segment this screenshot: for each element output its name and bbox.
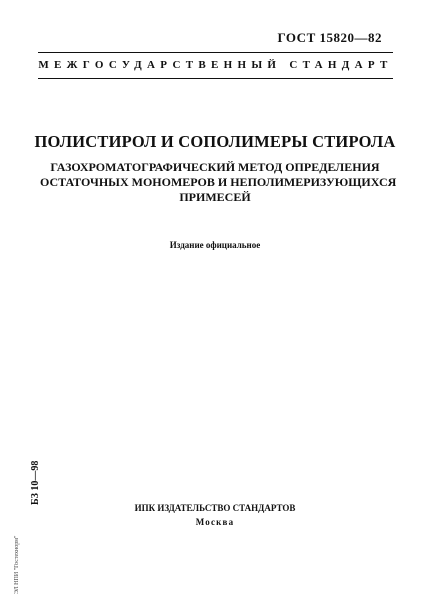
footer-stamp: ЭЛ НПИ "Гостехнорм" bbox=[14, 535, 20, 594]
publisher-name: ИПК ИЗДАТЕЛЬСТВО СТАНДАРТОВ bbox=[134, 503, 296, 513]
edition-note: Издание официальное bbox=[169, 240, 261, 250]
subtitle-line: ПРИМЕСЕЙ bbox=[179, 190, 251, 204]
standard-type: МЕЖГОСУДАРСТВЕННЫЙ СТАНДАРТ bbox=[38, 59, 393, 71]
subtitle-line: ОСТАТОЧНЫХ МОНОМЕРОВ И НЕПОЛИМЕРИЗУЮЩИХСЯ bbox=[40, 175, 397, 189]
subtitle-line: ГАЗОХРОМАТОГРАФИЧЕСКИЙ МЕТОД ОПРЕДЕЛЕНИЯ bbox=[50, 160, 380, 174]
publisher-city: Москва bbox=[195, 517, 235, 527]
document-subtitle bbox=[40, 160, 397, 205]
header-bottom-rule bbox=[38, 78, 393, 79]
header-top-rule bbox=[38, 52, 393, 53]
document-title: ПОЛИСТИРОЛ И СОПОЛИМЕРЫ СТИРОЛА bbox=[34, 132, 396, 151]
gost-number: ГОСТ 15820—82 bbox=[277, 30, 382, 45]
side-code: БЗ 10—98 bbox=[30, 460, 41, 505]
